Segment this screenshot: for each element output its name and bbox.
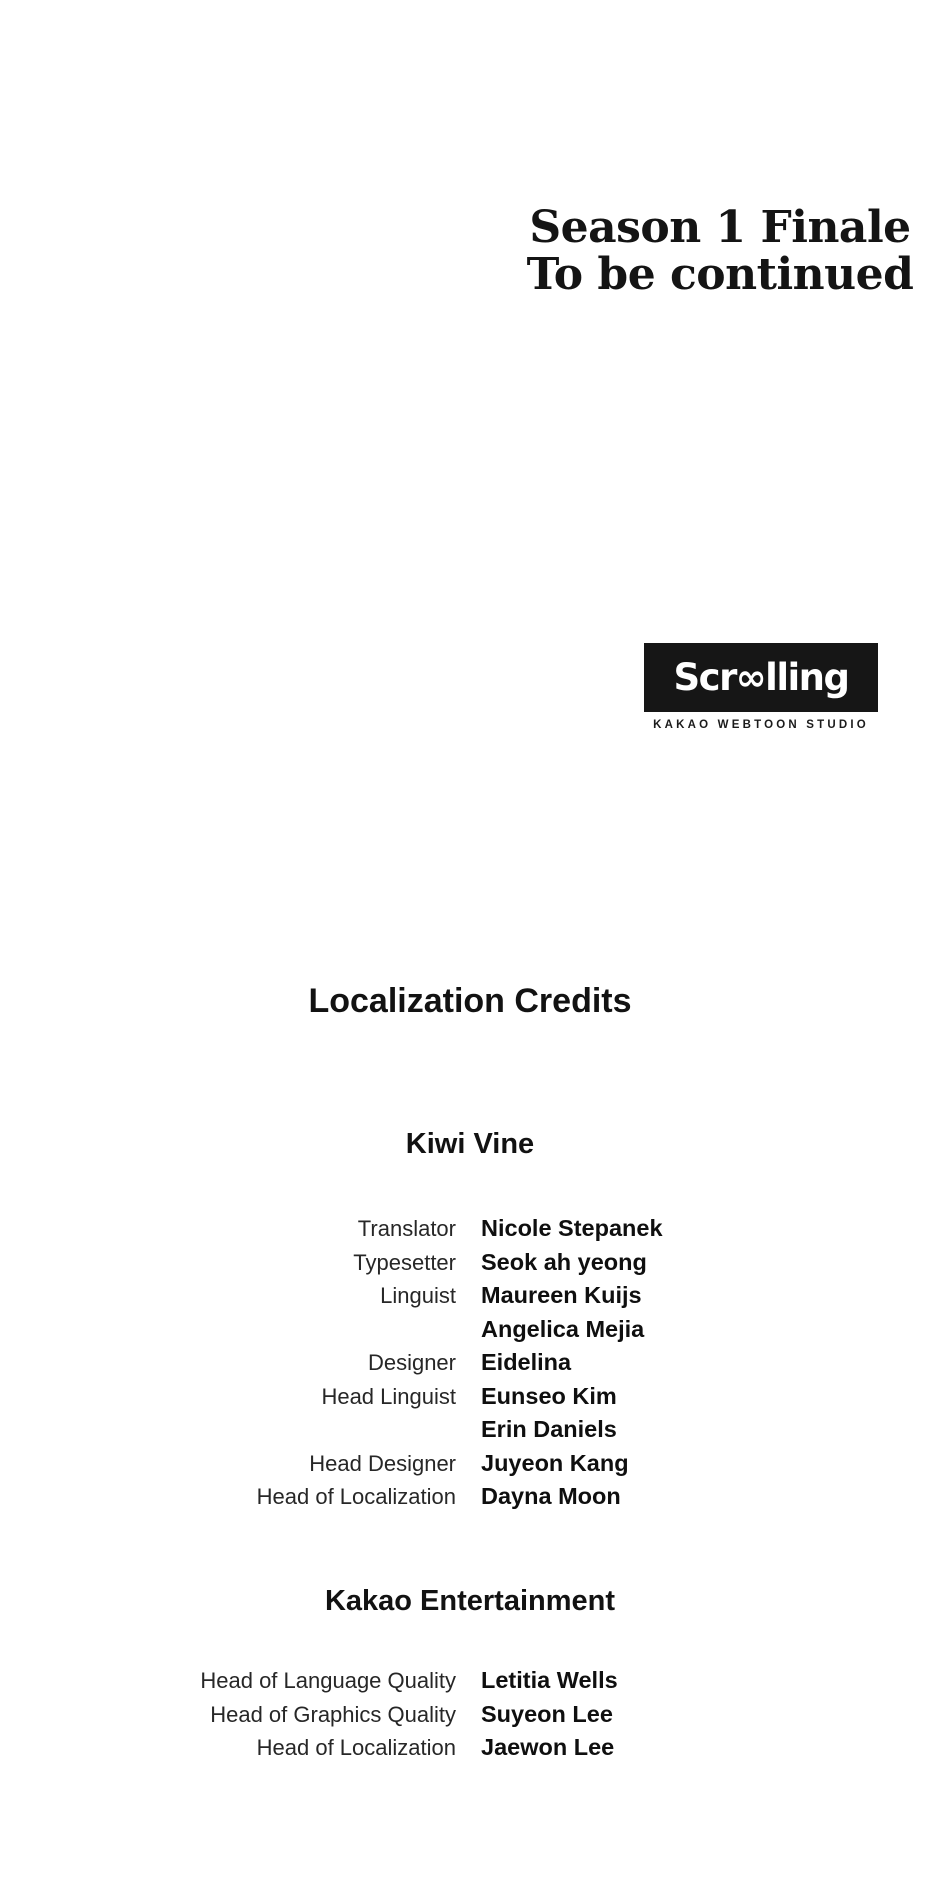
name-value: Angelica Mejia: [481, 1315, 645, 1342]
name-value: Maureen Kuijs: [481, 1282, 642, 1308]
kakao-entertainment-credit-rows: [0, 1664, 940, 1765]
credit-row: [0, 1698, 940, 1732]
credit-row: [0, 1664, 940, 1698]
credit-row: [0, 1731, 940, 1765]
name-value: Nicole Stepanek: [481, 1215, 663, 1241]
kiwi-vine-credit-rows: [0, 1212, 940, 1514]
finale-line-2: To be continued: [526, 249, 914, 300]
finale-line-1: Season 1 Finale: [529, 202, 911, 253]
role-label: Head of Localization: [256, 1735, 456, 1760]
credit-row: [0, 1380, 940, 1414]
credit-row: [0, 1413, 940, 1447]
credit-row: [0, 1279, 940, 1313]
name-value: Suyeon Lee: [481, 1700, 613, 1727]
role-label: Linguist: [380, 1283, 456, 1308]
credit-row: [0, 1346, 940, 1380]
kakao-webtoon-studio-caption: KAKAO WEBTOON STUDIO: [653, 719, 869, 731]
scrolling-wordmark: Scr∞lling: [673, 656, 849, 699]
role-label: Head Linguist: [321, 1383, 456, 1409]
credit-row: [0, 1480, 940, 1514]
role-label: Designer: [367, 1350, 456, 1375]
role-label: Translator: [357, 1216, 456, 1241]
role-label: Head of Localization: [256, 1484, 456, 1509]
name-value: Eidelina: [481, 1349, 572, 1375]
credits-title: Localization Credits: [308, 982, 632, 1020]
credit-row: [0, 1246, 940, 1280]
role-label: Typesetter: [353, 1249, 456, 1275]
role-label: Head of Graphics Quality: [210, 1701, 456, 1727]
name-value: Juyeon Kang: [481, 1449, 629, 1476]
role-label: Head Designer: [309, 1450, 456, 1476]
credit-row: [0, 1447, 940, 1481]
credit-row: [0, 1313, 940, 1347]
name-value: Eunseo Kim: [481, 1382, 617, 1409]
scrolling-logo: [644, 643, 878, 731]
kiwi-vine-heading: Kiwi Vine: [405, 1128, 535, 1160]
name-value: Erin Daniels: [481, 1416, 617, 1442]
credit-row: [0, 1212, 940, 1246]
name-value: Dayna Moon: [481, 1483, 621, 1509]
finale-text: [500, 204, 940, 298]
role-label: Head of Language Quality: [200, 1668, 456, 1693]
scrolling-logo-box: [644, 643, 878, 712]
name-value: Letitia Wells: [481, 1667, 618, 1693]
name-value: Jaewon Lee: [481, 1734, 615, 1760]
name-value: Seok ah yeong: [481, 1248, 647, 1275]
kakao-entertainment-heading: Kakao Entertainment: [324, 1585, 616, 1617]
